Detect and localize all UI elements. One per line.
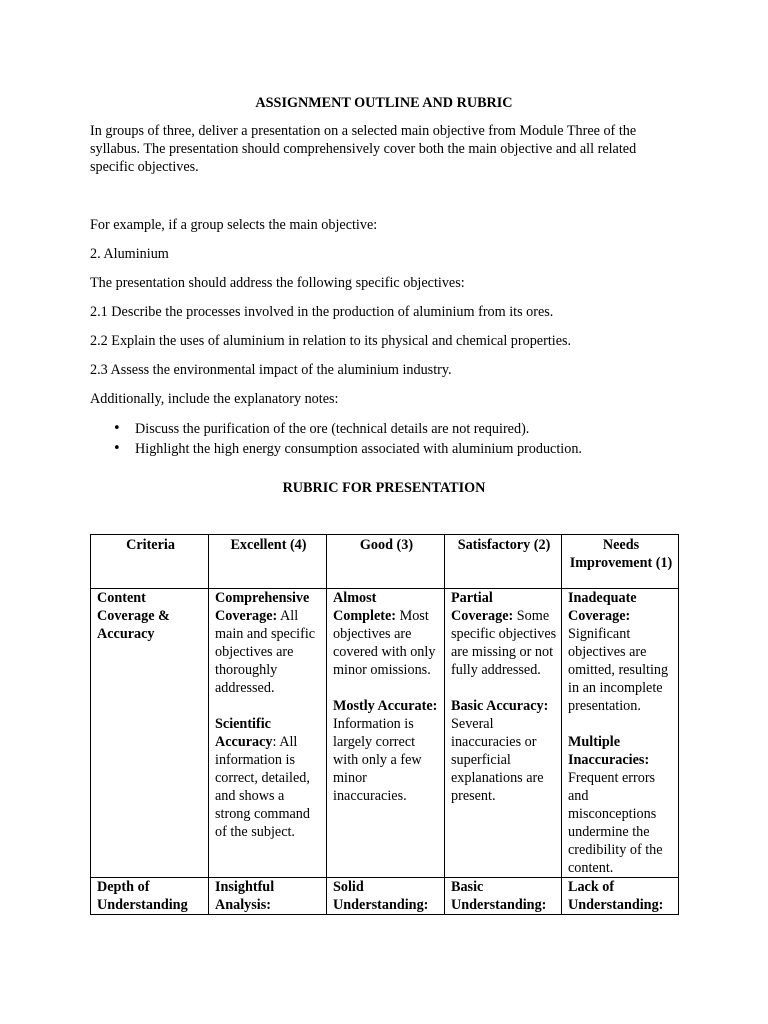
criteria-cell: [91, 589, 209, 878]
rubric-descriptor: [568, 733, 674, 877]
good-cell: [327, 878, 445, 915]
descriptor-label: Inadequate Coverage:: [568, 590, 637, 624]
criteria-label: Content Coverage & Accuracy: [97, 590, 170, 642]
document-title: ASSIGNMENT OUTLINE AND RUBRIC: [255, 95, 513, 111]
specific-objective-2-2: 2.2 Explain the uses of aluminium in relation to its physical and chemical properties.: [90, 333, 572, 349]
rubric-descriptor: [215, 589, 322, 697]
needs-improvement-cell: [562, 878, 679, 915]
descriptor-text: Some specific objectives are missing or not fully addressed.: [451, 608, 557, 678]
document-page: [90, 94, 678, 497]
descriptor-text: Information is largely correct with only a few minor inaccuracies.: [333, 716, 422, 804]
example-intro: For example, if a group selects the main objective:: [90, 217, 378, 233]
rubric-title: RUBRIC FOR PRESENTATION: [282, 480, 486, 496]
rubric-header-row: [91, 535, 679, 589]
descriptor-label: Lack of Understanding:: [568, 879, 664, 913]
descriptor-label: Insightful Analysis:: [215, 879, 275, 913]
note-item: • Discuss the purification of the ore (technical details are not required).: [135, 419, 678, 439]
rubric-descriptor: [568, 589, 674, 715]
notes-intro: Additionally, include the explanatory notes:: [90, 391, 339, 407]
criteria-cell: [91, 878, 209, 915]
descriptor-label: Basic Understanding:: [451, 879, 547, 913]
rubric-descriptor: [451, 697, 557, 805]
specific-objectives-intro: The presentation should address the following specific objectives:: [90, 275, 465, 291]
excellent-cell: [209, 589, 327, 878]
intro-paragraph: In groups of three, deliver a presentation on a selected main objective from Module Three of the syllabus. The presentation should comprehensively cover both the main objective and all related specific objectives.: [90, 123, 637, 175]
header-satisfactory: Satisfactory (2): [445, 535, 562, 589]
header-needs-improvement: Needs Improvement (1): [562, 535, 679, 589]
rubric-descriptor: [451, 589, 557, 679]
descriptor-text: Significant objectives are omitted, resulting in an incomplete presentation.: [568, 626, 669, 714]
descriptor-label: Multiple Inaccuracies:: [568, 734, 650, 768]
notes-list: [90, 419, 678, 459]
descriptor-text: All main and specific objectives are thoroughly addressed.: [215, 608, 316, 696]
satisfactory-cell: [445, 878, 562, 915]
note-item: • Highlight the high energy consumption associated with aluminium production.: [135, 439, 678, 459]
descriptor-label: Mostly Accurate:: [333, 698, 438, 714]
header-excellent: Excellent (4): [209, 535, 327, 589]
descriptor-text: Frequent errors and misconceptions undermine the credibility of the content.: [568, 770, 663, 876]
satisfactory-cell: [445, 589, 562, 878]
descriptor-text: : All information is correct, detailed, and shows a strong command of the subject.: [215, 734, 310, 840]
rubric-descriptor: [333, 589, 440, 679]
descriptor-label: Solid Understanding:: [333, 879, 429, 913]
excellent-cell: [209, 878, 327, 915]
descriptor-label: Almost Complete:: [333, 590, 397, 624]
descriptor-text: Several inaccuracies or superficial explanations are present.: [451, 716, 544, 804]
header-good: Good (3): [327, 535, 445, 589]
rubric-descriptor: [215, 715, 322, 841]
descriptor-label: Comprehensive Coverage:: [215, 590, 310, 624]
main-objective: 2. Aluminium: [90, 246, 169, 262]
rubric-descriptor: [333, 697, 440, 805]
descriptor-label: Basic Accuracy:: [451, 698, 549, 714]
good-cell: [327, 589, 445, 878]
header-criteria: Criteria: [91, 535, 209, 589]
table-row: [91, 589, 679, 878]
rubric-table: [90, 534, 679, 915]
descriptor-label: Partial Coverage:: [451, 590, 514, 624]
descriptor-text: Most objectives are covered with only minor omissions.: [333, 608, 436, 678]
specific-objective-2-3: 2.3 Assess the environmental impact of the aluminium industry.: [90, 362, 452, 378]
specific-objective-2-1: 2.1 Describe the processes involved in the production of aluminium from its ores.: [90, 304, 554, 320]
table-row: [91, 878, 679, 915]
needs-improvement-cell: [562, 589, 679, 878]
criteria-label: Depth of Understanding: [97, 879, 188, 913]
descriptor-label: Scientific Accuracy: [215, 716, 273, 750]
